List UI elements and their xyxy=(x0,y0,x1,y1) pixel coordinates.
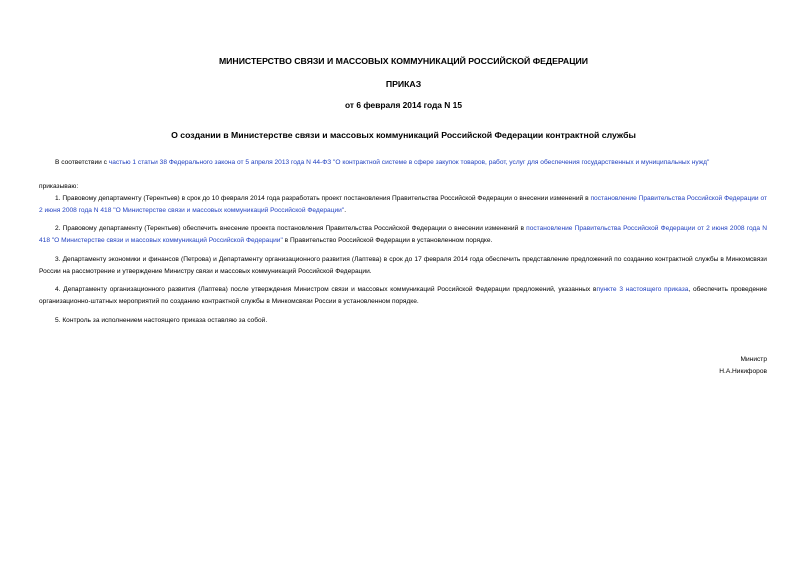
item-1-end: . xyxy=(344,207,347,214)
resolution-link-2[interactable]: постановление Правительства Российской Федерации от 2 июня 2008 года N 418 "О Министерстве связи и массовых коммуникаций Российской Федерации" xyxy=(39,225,767,244)
clause-link[interactable]: пункте 3 настоящего приказа xyxy=(596,286,689,293)
item-2-text: 2. Правовому департаменту (Терентьев) обеспечить внесение проекта постановления Правительства Российской Федерации о внесении изменений в xyxy=(55,225,527,232)
signature-title: Министр xyxy=(740,356,767,363)
order-word: приказываю: xyxy=(39,183,79,190)
document-date-number: от 6 февраля 2014 года N 15 xyxy=(345,100,462,110)
item-2-paragraph xyxy=(39,223,767,247)
document-subject: О создании в Министерстве связи и массовых коммуникаций Российской Федерации контрактной службы xyxy=(171,130,636,140)
item-4-end: , обеспечить проведение организационно-штатных мероприятий по созданию контрактной службы в Минкомсвязи России в установленном порядке. xyxy=(39,286,767,305)
preamble-text: В соответствии с xyxy=(55,159,109,166)
document-type: ПРИКАЗ xyxy=(385,79,422,89)
item-3-text: 3. Департаменту экономики и финансов (Петрова) и Департаменту организационного развития (Лаптева) в срок до 17 февраля 2014 года обеспечить представление предложений по созданию контрактной службы в Минкомсвязи России на рассмотрение и утверждение Министру связи и массовых коммуникаций Российской Федерации. xyxy=(39,256,767,275)
item-1-paragraph xyxy=(39,193,767,217)
item-2-end: в Правительство Российской Федерации в установленном порядке. xyxy=(282,237,493,244)
item-4-text: 4. Департаменту организационного развития (Лаптева) после утверждения Министром связи и массовых коммуникаций Российской Федерации предложений, указанных в xyxy=(55,286,597,293)
ministry-heading: МИНИСТЕРСТВО СВЯЗИ И МАССОВЫХ КОММУНИКАЦИЙ РОССИЙСКОЙ ФЕДЕРАЦИИ xyxy=(218,56,589,66)
item-5-text: 5. Контроль за исполнением настоящего приказа оставляю за собой. xyxy=(55,317,268,324)
item-3-paragraph xyxy=(39,254,767,278)
signature-name: Н.А.Никифоров xyxy=(719,368,767,375)
item-5-paragraph xyxy=(39,315,767,327)
law-link[interactable]: частью 1 статьи 38 Федерального закона от 5 апреля 2013 года N 44-ФЗ "О контрактной системе в сфере закупок товаров, работ, услуг для обеспечения государственных и муниципальных нужд" xyxy=(108,159,710,166)
item-1-text: 1. Правовому департаменту (Терентьев) в срок до 10 февраля 2014 года разработать проект постановления Правительства Российской Федерации о внесении изменений в xyxy=(55,195,591,202)
preamble-paragraph xyxy=(39,157,767,169)
resolution-link[interactable]: постановление Правительства Российской Федерации от 2 июня 2008 года N 418 "О Министерстве связи и массовых коммуникаций Российской Федерации" xyxy=(39,195,768,214)
item-4-paragraph xyxy=(39,284,767,308)
